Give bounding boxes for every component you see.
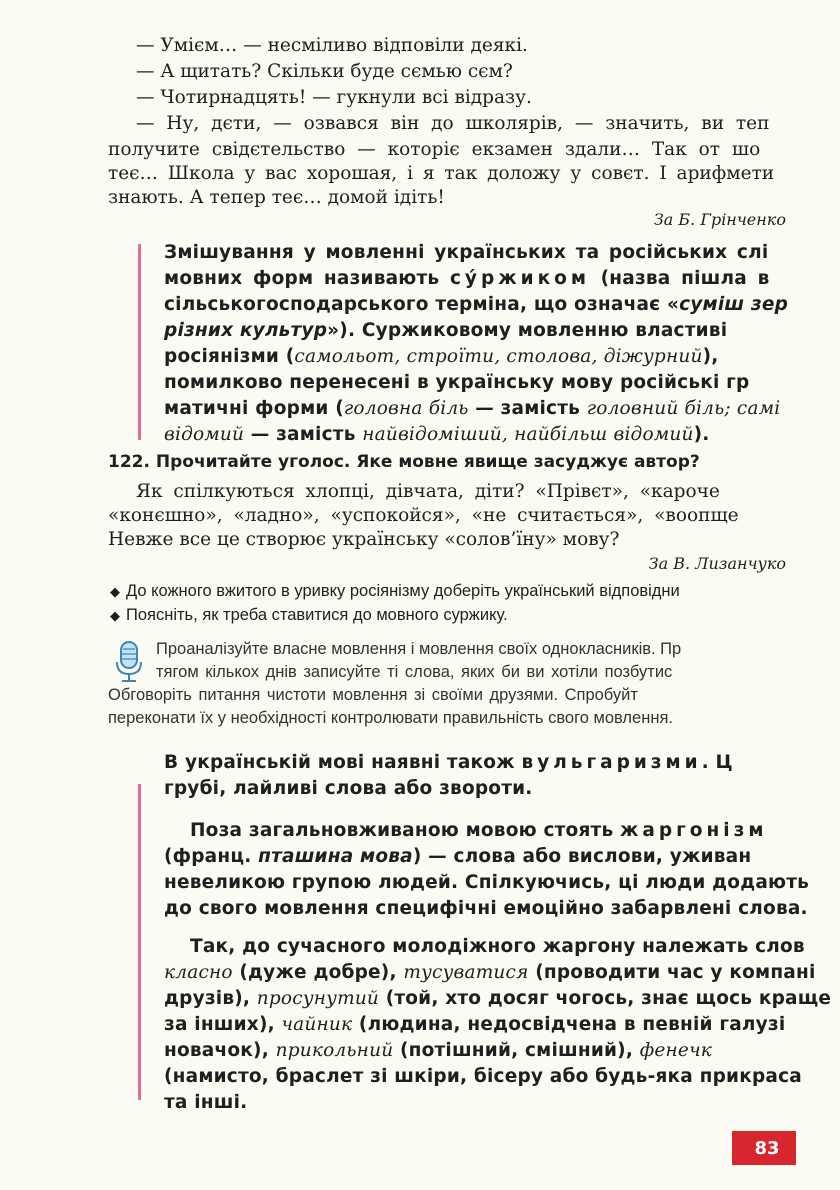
rule2-line-3: Поза загальновживаною мовою стоять жаргонізм: [190, 820, 768, 841]
task-text-line-1: Як спілкуються хлопці, дівчата, діти? «Прівєт», «кароче: [136, 481, 720, 502]
rule1-line-4: різних культур»). Суржиковому мовленню властиві: [164, 320, 728, 341]
rule1-line-3: сільськогосподарського терміна, що означає «суміш зер: [164, 294, 789, 315]
rule2-line-11: новачок), прикольний (потішний, смішний), фенечк: [164, 1040, 713, 1061]
microphone-icon: [112, 640, 148, 684]
attribution-lyzanchuk: За В. Лизанчуко: [648, 554, 786, 573]
dialogue-line-1: — Умієм… — несміливо відповіли деякі.: [136, 35, 528, 56]
bullet-item-2: ◆ Поясніть, як треба ставитися до мовного суржику.: [110, 606, 508, 624]
rule2-line-1: В українській мові наявні також вульгаризми. Ц: [164, 752, 733, 773]
rule2-line-12: (намисто, браслет зі шкіри, бісеру або будь-яка прикраса: [164, 1066, 802, 1087]
rule2-line-9: друзів), просунутий (той, хто досяг чогось, знає щось краще: [164, 988, 832, 1009]
page-number-badge: 83: [732, 1131, 796, 1165]
rule2-line-13: та інші.: [164, 1092, 248, 1113]
dialogue-line-3: — Чотирнадцять! — гукнули всі відразу.: [136, 87, 532, 108]
dialogue-line-6: теє… Школа у вас хорошая, і я так доложу у совєт. І арифмети: [108, 163, 775, 184]
attribution-grinchenko: За Б. Грінченко: [653, 210, 786, 229]
rule2-line-7: Так, до сучасного молодіжного жаргону належать слов: [190, 936, 805, 957]
dialogue-line-2: — А щитать? Скільки буде сємью сєм?: [136, 61, 513, 82]
speak-line-1: Проаналізуйте власне мовлення і мовлення своїх однокласників. Пр: [156, 640, 682, 658]
bullet-item-1: ◆ До кожного вжитого в уривку росіянізму доберіть український відповідни: [110, 582, 680, 600]
diamond-bullet-icon: ◆: [110, 584, 120, 599]
rule2-line-8: класно (дуже добре), тусуватися (проводити час у компані: [164, 962, 816, 983]
speak-line-4: переконати їх у необхідності контролювати правильність свого мовлення.: [108, 709, 673, 727]
task-122-title: 122. Прочитайте уголос. Яке мовне явище засуджує автор?: [108, 452, 700, 472]
rule2-line-6: до свого мовлення специфічні емоційно забарвлені слова.: [164, 898, 808, 919]
dialogue-line-7: знають. А тепер теє… домой ідіть!: [108, 187, 445, 208]
term-jargonisms: жаргонізм: [620, 820, 768, 841]
rule1-line-1: Змішування у мовленні українських та російських слі: [164, 242, 769, 263]
rule2-line-10: за інших), чайник (людина, недосвідчена в певній галузі: [164, 1014, 786, 1035]
term-vulgarisms: вульгаризми: [521, 752, 702, 773]
task-text-line-2: «конєшно», «ладно», «успокойся», «не считається», «воопще: [108, 505, 739, 526]
speak-line-2: тягом кількох днів записуйте ті слова, яких би ви хотіли позбутис: [156, 663, 673, 681]
rule2-line-4: (франц. пташина мова) — слова або вислови, уживан: [164, 846, 752, 867]
task-text-line-3: Невже все це створює українську «солов’їну» мову?: [108, 529, 620, 550]
dialogue-line-4: — Ну, дєти, — озвався він до школярів, — значить, ви теп: [136, 113, 770, 134]
rule2-line-2: грубі, лайливі слова або звороти.: [164, 778, 533, 799]
rule2-line-5: невеликою групою людей. Спілкуючись, ці люди додають: [164, 872, 810, 893]
rule1-line-8: відомий — замість найвідоміший, найбільш відомий).: [164, 424, 710, 445]
term-surzhyk: сýржиком: [449, 268, 590, 289]
rule-accent-bar-1: [138, 244, 141, 440]
rule1-line-2: мовних форм називають сýржиком (назва пішла в: [164, 268, 770, 289]
speak-line-3: Обговоріть питання чистоти мовлення зі своїми друзями. Спробуйт: [108, 686, 638, 704]
rule1-line-5: росіянізми (самольот, строїти, столова, діжурний),: [164, 346, 719, 367]
dialogue-line-5: получите свідєтельство — которіє екзамен здали… Так от шо: [108, 139, 761, 160]
rule1-line-6: помилково перенесені в українську мову російські гр: [164, 372, 750, 393]
rule1-line-7: матичні форми (головна біль — замість головний біль; самі: [164, 398, 781, 419]
rule-accent-bar-2: [138, 784, 141, 1100]
diamond-bullet-icon: ◆: [110, 608, 120, 623]
